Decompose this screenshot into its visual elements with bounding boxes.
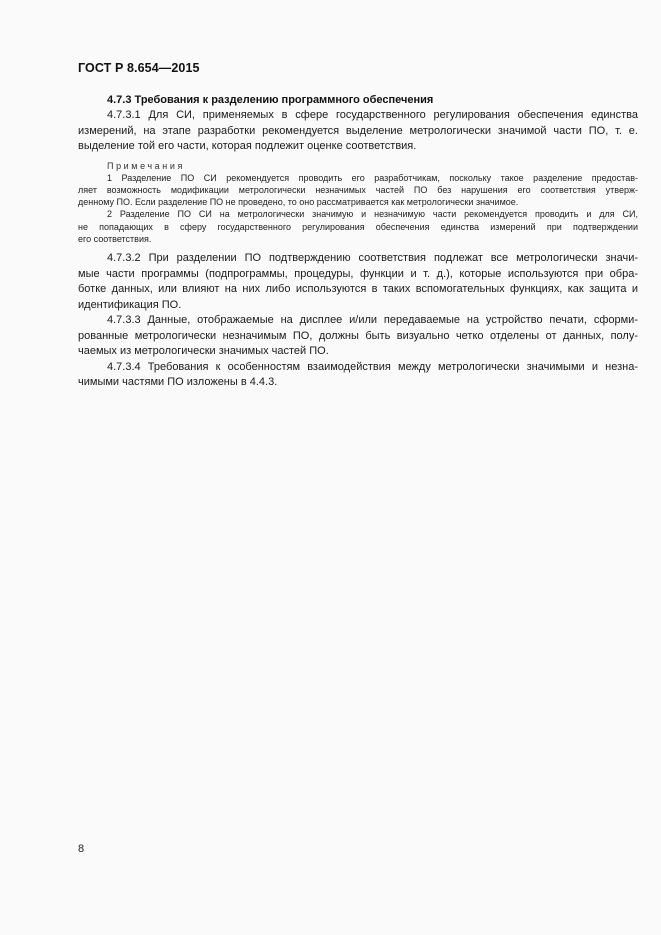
standard-id-header: ГОСТ Р 8.654—2015 — [78, 61, 200, 75]
paragraph-line: чаемых из метрологически значимых частей ПО. — [78, 345, 329, 358]
paragraph-line: 4.7.3.3 Данные, отображаемые на дисплее и/или передаваемые на устройство печати, сформи- — [107, 314, 638, 327]
paragraph-line: ботке данных, или влияют на них либо используются в таких вспомогательных функциях, как защита и — [78, 283, 638, 296]
paragraph-line: идентификация ПО. — [78, 298, 182, 311]
note-line: денному ПО. Если разделение ПО не проведено, то оно рассматривается как метрологически значимое. — [78, 197, 519, 208]
paragraph-4-7-3-4 — [78, 360, 638, 391]
paragraph-line: рованные метрологически незначимым ПО, должны быть визуально четко отделены от данных, полу- — [78, 329, 638, 342]
section-heading-4-7-3: 4.7.3 Требования к разделению программного обеспечения — [107, 94, 434, 106]
page-number: 8 — [78, 843, 85, 855]
paragraph-line: 4.7.3.2 При разделении ПО подтверждению соответствия подлежат все метрологически значи- — [107, 252, 638, 265]
note-line: 1 Разделение ПО СИ рекомендуется проводить его разработчикам, поскольку такое разделение предостав- — [107, 172, 638, 183]
paragraph-line: мые части программы (подпрограммы, процедуры, функции и т. д.), которые используются при обра- — [78, 267, 638, 280]
paragraph-4-7-3-2 — [78, 251, 638, 313]
note-1 — [78, 172, 638, 209]
note-line: 2 Разделение ПО СИ на метрологически значимую и незначимую части рекомендуется проводить и для СИ, — [107, 209, 638, 220]
paragraph-line: 4.7.3.4 Требования к особенностям взаимодействия между метрологически значимыми и незна- — [107, 360, 638, 373]
paragraph-4-7-3-3 — [78, 313, 638, 360]
note-line: не попадающих в сферу государственного регулирования обеспечения единства измерений при подтверждении — [78, 221, 638, 232]
paragraph-line: чимыми частями ПО изложены в 4.4.3. — [78, 376, 278, 389]
paragraph-line: измерений, на этапе разработки рекомендуется выделение метрологически значимой части ПО, т. е. — [78, 124, 638, 137]
note-line: его соответствия. — [78, 233, 152, 244]
notes-block — [78, 160, 638, 246]
paragraph-4-7-3-1 — [78, 108, 638, 155]
paragraph-line: выделение той его части, которая подлежит оценке соответствия. — [78, 140, 417, 152]
paragraph-line: 4.7.3.1 Для СИ, применяемых в сфере государственного регулирования обеспечения единства — [107, 109, 638, 121]
notes-title: Примечания — [107, 160, 185, 171]
note-line: ляет возможность модификации метрологически незначимых частей ПО без нарушения его соответствия утверж- — [78, 184, 638, 195]
document-body — [78, 93, 638, 391]
note-2 — [78, 208, 638, 245]
